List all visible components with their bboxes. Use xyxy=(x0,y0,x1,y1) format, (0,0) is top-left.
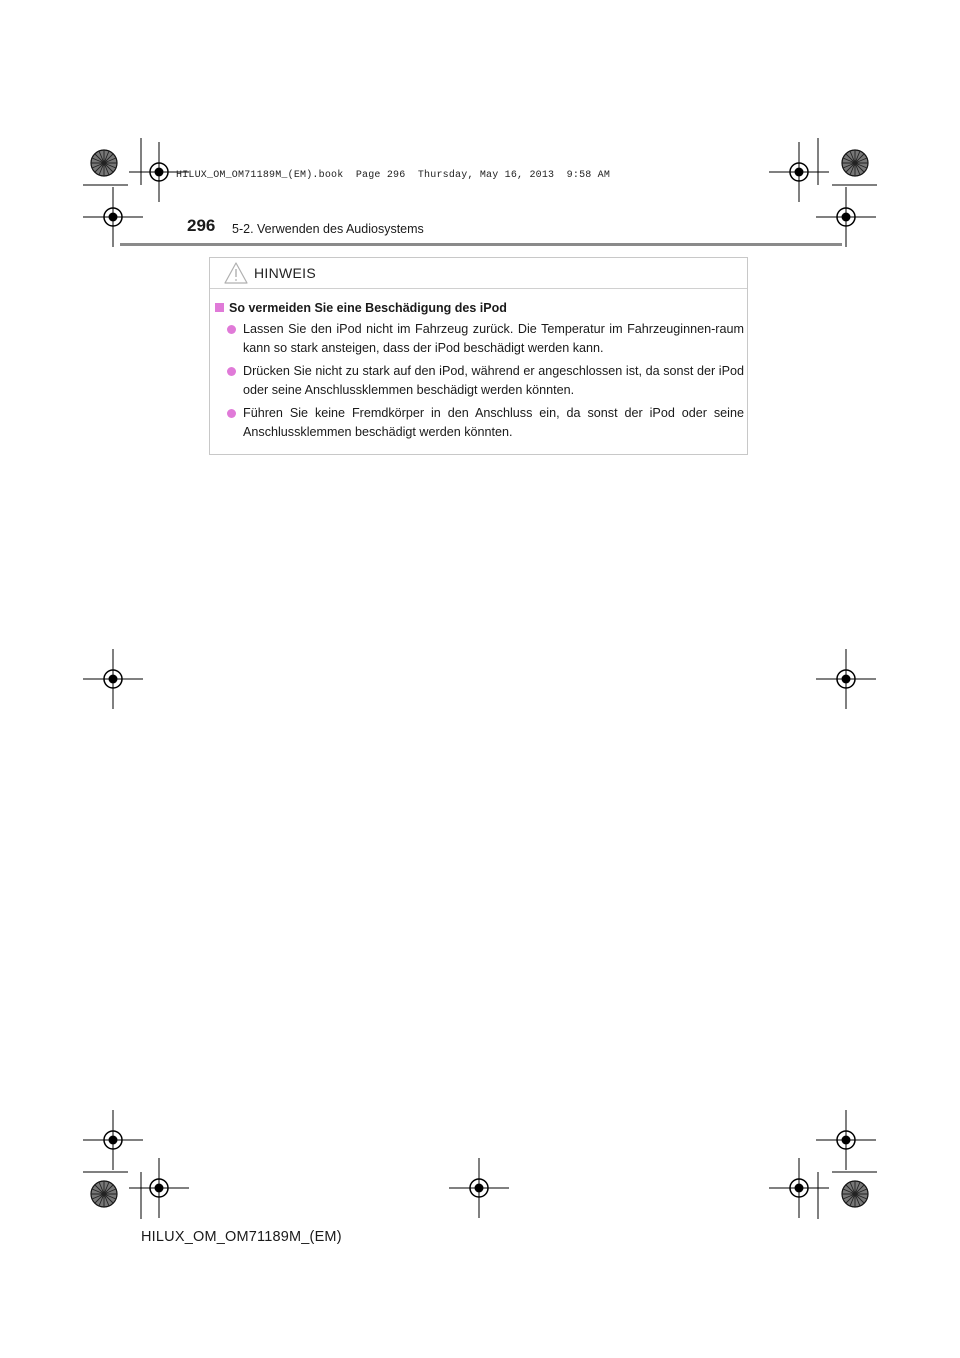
notice-topic xyxy=(215,301,507,315)
notice-topic-text: So vermeiden Sie eine Beschädigung des iPod xyxy=(229,301,507,315)
warning-triangle-icon xyxy=(223,261,249,285)
section-title: 5-2. Verwenden des Audiosystems xyxy=(232,222,424,236)
list-item xyxy=(227,362,744,400)
rosette-mark xyxy=(91,150,117,176)
list-item-text: Lassen Sie den iPod nicht im Fahrzeug zurück. Die Temperatur im Fahrzeuginnen-raum kann so stark ansteigen, dass der iPod beschädigt werden kann. xyxy=(243,322,744,355)
square-bullet-icon xyxy=(215,303,224,312)
list-item-text: Drücken Sie nicht zu stark auf den iPod, während er angeschlossen ist, da sonst der iPod oder seine Anschlussklemmen beschädigt werden könnten. xyxy=(243,364,744,397)
header-rule xyxy=(120,243,842,246)
registration-mark xyxy=(129,1158,189,1218)
footer-document-code: HILUX_OM_OM71189M_(EM) xyxy=(141,1229,342,1245)
registration-mark xyxy=(83,649,143,709)
list-item xyxy=(227,404,744,442)
rosette-mark xyxy=(91,1181,117,1207)
rosette-mark xyxy=(842,1181,868,1207)
registration-mark xyxy=(83,1110,143,1170)
notice-box xyxy=(209,257,748,455)
registration-mark xyxy=(816,649,876,709)
bullet-dot-icon xyxy=(227,409,236,418)
book-print-info: HILUX_OM_OM71189M_(EM).book Page 296 Thursday, May 16, 2013 9:58 AM xyxy=(176,170,611,181)
notice-header xyxy=(210,258,747,289)
registration-mark xyxy=(816,1110,876,1170)
page-number: 296 xyxy=(187,216,216,235)
bullet-dot-icon xyxy=(227,367,236,376)
registration-mark xyxy=(769,142,829,202)
list-item xyxy=(227,320,744,358)
registration-mark xyxy=(449,1158,509,1218)
registration-mark xyxy=(83,187,143,247)
rosette-mark xyxy=(842,150,868,176)
bullet-dot-icon xyxy=(227,325,236,334)
notice-label: HINWEIS xyxy=(254,265,316,281)
list-item-text: Führen Sie keine Fremdkörper in den Anschluss ein, da sonst der iPod oder seine Anschlussklemmen beschädigt werden könnten. xyxy=(243,406,744,439)
registration-mark xyxy=(816,187,876,247)
registration-mark xyxy=(769,1158,829,1218)
